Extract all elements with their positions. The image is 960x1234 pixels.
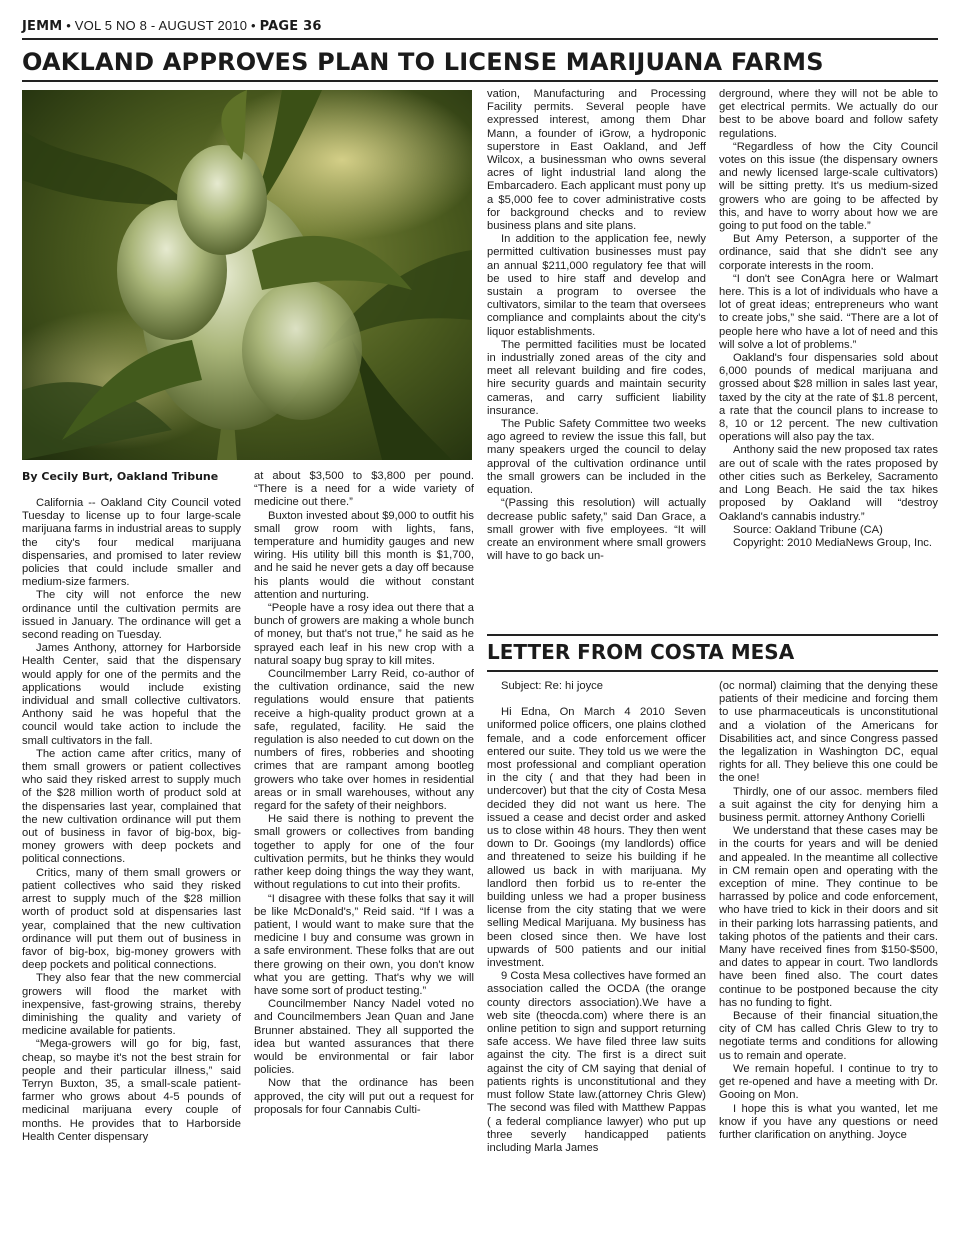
letter-paragraph: (oc normal) claiming that the denying these patients of their medicine and forcing them to use pharmaceuticals is unconstitutional and a violation of the Americans for Disabilities act, and since Congress passed the legalization in Washington DC, equal rights for all. They believe this one could be the one! xyxy=(719,680,938,785)
article-column-1 xyxy=(22,497,241,1144)
bullet-separator: • xyxy=(251,18,260,33)
article-paragraph: “Regardless of how the City Council votes on this issue (the dispensary owners and newly licensed large-scale cultivators) will be sitting pretty. It's us medium-sized growers who are going to be affected by this, and have to worry about how we are going to put food on the table.” xyxy=(719,140,938,233)
article-paragraph: The Public Safety Committee two weeks ago agreed to review the issue this fall, but many speakers urged the council to delay approval of the cultivation ordinance until the small growers can be included in the equation. xyxy=(487,418,706,497)
article-paragraph: “Mega-growers will go for big, fast, cheap, so maybe it's not the best strain for people and their particular illness,” said Terryn Buxton, 35, a small-scale patient-farmer who grows about 4-5 pounds of medicinal marijuana every couple of months. He provides that to Harborside Health Center dispensary xyxy=(22,1038,241,1143)
letter-top-rule xyxy=(487,634,938,636)
article-headline: OAKLAND APPROVES PLAN TO LICENSE MARIJUANA FARMS xyxy=(22,48,824,76)
article-paragraph: Now that the ordinance has been approved, the city will put out a request for proposals for four Cannabis Culti- xyxy=(254,1077,474,1116)
letter-paragraph: 9 Costa Mesa collectives have formed an association called the OCDA (the orange county directors association).We have a web site (theocda.com) where there is an online petition to sign and support returning safe access. We have filed three law suits against the city. The first is a direct suit against the city of CM saying that denial of patients rights is unconstitutional and they must follow State law.(attorney Chris Glew) The second was filed with Matthew Pappas ( a federal compliance lawyer) who put up three severly handicapped patients including Marla James xyxy=(487,970,706,1154)
article-paragraph: California -- Oakland City Council voted Tuesday to license up to four large-scale marijuana farms in industrial areas to supply the city's four medical marijuana dispensaries, and promised to later review policies that could include smaller and medium-size farmers. xyxy=(22,497,241,589)
article-paragraph: The permitted facilities must be located in industrially zoned areas of the city and meet all relevant building and fire codes, hire security guards and maintain security cameras, and carry sufficient liability insurance. xyxy=(487,338,706,417)
article-paragraph: He said there is nothing to prevent the small growers or collectives from banding together to apply for one of the four cultivation permits, but he thinks they would rather keep doing things the way they want, without regulations to cut into their profits. xyxy=(254,813,474,892)
article-paragraph: at about $3,500 to $3,800 per pound. “There is a need for a wide variety of medicine out there.” xyxy=(254,470,474,509)
letter-paragraph: We understand that these cases may be in the courts for years and will be denied and appealed. In the meantime all collective in CM remain open and operating with the exception of mine. They continue to be harrassed by police and code enforcement, who have tried to kick in their doors and sit in their parking lots harrassing patients, and taking photos of the patients and their cars. Many have received fines from $150-$500, and dates to appear in court. Two landlords have been fined also. The court dates continue to be postponed because the city has no funding to fight. xyxy=(719,825,938,1009)
article-paragraph: “People have a rosy idea out there that a bunch of growers are making a whole bunch of money, but that's not true,” he said as he sprayed each leaf in his new crop with a natural soapy bug spray to kill mites. xyxy=(254,602,474,667)
running-head xyxy=(22,18,322,34)
spacer xyxy=(487,693,706,706)
article-paragraph: “I disagree with these folks that say it will be like McDonald's,” Reid said. “If I was a patient, I would want to make sure that the medicine I buy and consume was grown in a safe environment. These folks that are out there growing on their own, you don't know what you are getting. That's why we will have some sort of product testing.” xyxy=(254,892,474,997)
bullet-separator: • xyxy=(66,18,75,33)
top-rule xyxy=(22,38,938,40)
article-paragraph: Oakland's four dispensaries sold about 6,000 pounds of medical marijuana and grossed about $28 million in sales last year, taxed by the city at the rate of $1.8 percent, a rate that the council plans to increase to 8, 10 or 12 percent. The new cultivation operations will also pay the tax. xyxy=(719,352,938,444)
letter-paragraph: Thirdly, one of our assoc. members filed a suit against the city for denying him a business permit. attorney Anthony Corielli xyxy=(719,785,938,825)
article-paragraph: derground, where they will not be able to get electrical permits. We actually do our best to be above board and follow safety regulations. xyxy=(719,88,938,140)
article-column-2 xyxy=(254,470,474,1117)
article-byline: By Cecily Burt, Oakland Tribune xyxy=(22,470,219,483)
letter-paragraph: Because of their financial situation,the city of CM has called Chris Glew to try to negotiate terms and conditions for allowing us to remain and operate. xyxy=(719,1010,938,1062)
article-paragraph: “(Passing this resolution) will actually decrease public safety,” said Dan Grace, a small grower with five employees. “It will create an environment where small growers will have to go back un- xyxy=(487,497,706,563)
publication-name: JEMM xyxy=(22,19,63,34)
issue-info: VOL 5 NO 8 - AUGUST 2010 xyxy=(74,18,248,33)
letter-paragraph: We remain hopeful. I continue to try to get re-opened and have a meeting with Dr. Gooing on Mon. xyxy=(719,1062,938,1102)
letter-subject: Subject: Re: hi joyce xyxy=(501,680,603,692)
article-copyright: Copyright: 2010 MediaNews Group, Inc. xyxy=(733,536,932,549)
article-paragraph: Councilmember Nancy Nadel voted no and Councilmembers Jean Quan and Jane Brunner abstained. They all supported the idea but wanted assurances that there would be environmental or fair labor policies. xyxy=(254,998,474,1077)
article-paragraph: Buxton invested about $9,000 to outfit his small grow room with lights, fans, temperature and humidity gauges and new wiring. His utility bill this month is $1,700, and he said he never gets a day off because his plants would die without constant attention and nurturing. xyxy=(254,509,474,601)
letter-headline: LETTER FROM COSTA MESA xyxy=(487,640,795,664)
article-column-4 xyxy=(719,88,938,550)
article-paragraph: vation, Manufacturing and Processing Facility permits. Several people have expressed interest, among them Dhar Mann, a founder of iGrow, a hydroponic superstore in East Oakland, and Jeff Wilcox, a businessman who owns several acres of light industrial land along the Embarcadero. Each applicant must pony up a $5,000 fee to cover administrative costs for background checks and to review business plans and site plans. xyxy=(487,88,706,233)
letter-paragraph: Hi Edna, On March 4 2010 Seven uniformed police officers, one plains clothed female, and a code enforcement officer entered our suite. They told us we were the most professional and compliant operation in the city ( and that they had been in undercover) but that the city of Costa Mesa decided they did not want us here. The issued a cease and decist order and asked us to close within 48 hours. They then went down to Dr. Gooings (my landlords) office and threatened to seize his building if he allowed us back in with marijuana. My landlord then forbid us to re-enter the building unless we had a proper business license from the city stating that we were selling Medical Marijuana. My business has been closed since then. We have lost upwards of 500 patients and our initial investment. xyxy=(487,706,706,970)
article-paragraph: Councilmember Larry Reid, co-author of the cultivation ordinance, said the new regulations would ensure that patients receive a high-quality product grown at a safe, regulated, facility. He said the regulation is also needed to cut down on the numbers of fires, robberies and shooting crimes that are rampant among bootleg growers who take over homes in residential areas or in small warehouses, without any regard for the safety of their neighbors. xyxy=(254,668,474,813)
article-source: Source: Oakland Tribune (CA) xyxy=(733,523,883,536)
letter-column-2 xyxy=(719,680,938,1142)
article-paragraph: James Anthony, attorney for Harborside Health Center, said that the dispensary would apply for one of the permits and the applications would include existing individual and small collective cultivators. Anthony said he was hopeful that the council would take action to include the small cultivators in the fall. xyxy=(22,642,241,747)
article-paragraph: “I don't see ConAgra here or Walmart here. This is a lot of individuals who have a lot of great ideas; entrepreneurs who want to create jobs,” she said. “There are a lot of people here who have a lot of need and this will solve a lot of problems.” xyxy=(719,272,938,351)
article-paragraph: But Amy Peterson, a supporter of the ordinance, said that she didn't see any corporate interests in the room. xyxy=(719,233,938,272)
article-paragraph: They also fear that the new commercial growers will flood the market with inexpensive, fast-growing strains, thereby diminishing the quality and variety of medicine available for patients. xyxy=(22,972,241,1038)
marijuana-plant-photo xyxy=(22,90,472,460)
article-paragraph: Critics, many of them small growers or patient collectives who said they risked arrest to supply much of the $28 million worth of product sold at dispensaries last year, complained that the new cultivation ordinance will put them out of business in favor of big-box, big-money growers with deep pockets and political connections. xyxy=(22,866,241,972)
letter-headline-rule xyxy=(487,670,938,672)
article-paragraph: The city will not enforce the new ordinance until the cultivation permits are issued in January. The ordinance will get a second reading on Tuesday. xyxy=(22,589,241,642)
letter-column-1 xyxy=(487,680,706,1155)
article-column-3 xyxy=(487,88,706,563)
article-paragraph: In addition to the application fee, newly permitted cultivation businesses must pay an annual $211,000 regulatory fee that will be used to hire staff and develop and sustain a program to oversee the cultivators, similar to the team that oversees compliance and complaints about the city's liquor establishments. xyxy=(487,233,706,338)
article-paragraph: The action came after critics, many of them small growers or patient collectives who said they risked arrest to supply much of the $28 million worth of product sold at the dispensaries last year, complained that the new cultivation ordinance will put them out of business in favor of big-box, big-money growers with deep pockets and political connections. xyxy=(22,747,241,866)
letter-paragraph: I hope this is what you wanted, let me know if you have any questions or need further clarification on anything. Joyce xyxy=(719,1102,938,1141)
article-paragraph: Anthony said the new proposed tax rates are out of scale with the rates proposed by other cities such as Berkeley, Sacramento and Long Beach. He said the tax hikes proposed by Oakland will “destroy Oakland's cannabis industry.” xyxy=(719,444,938,523)
headline-rule xyxy=(22,80,938,82)
page-number: PAGE 36 xyxy=(259,19,322,34)
